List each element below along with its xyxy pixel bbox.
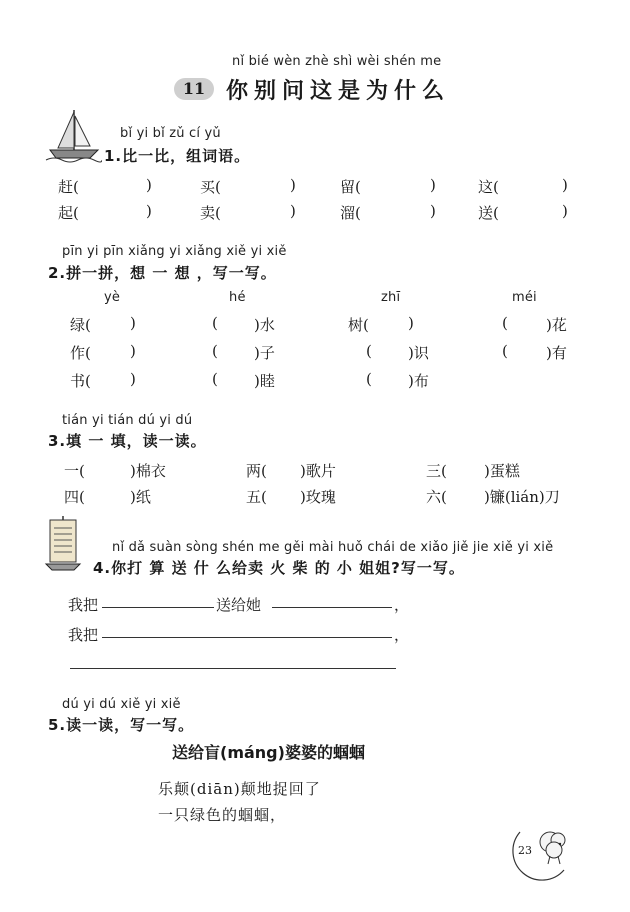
title-pinyin: nǐ bié wèn zhè shì wèi shén me bbox=[232, 54, 442, 69]
section5-title: 5.读一读，写一写。 bbox=[48, 716, 195, 734]
word-cell: )花 bbox=[546, 316, 567, 334]
answer-prefix: 我把 bbox=[68, 596, 99, 614]
word-cell: )玫瑰 bbox=[300, 488, 336, 506]
word-cell: ) bbox=[430, 202, 436, 220]
section4-title: 4.你打 算 送 什 么给卖 火 柴 的 小 姐姐?写一写。 bbox=[93, 559, 465, 577]
word-cell: 四( bbox=[64, 488, 85, 506]
word-cell: ( bbox=[212, 370, 218, 388]
section4-pinyin: nǐ dǎ suàn sòng shén me gěi mài huǒ chái de xiǎo jiě jie xiě yi xiě bbox=[112, 540, 554, 555]
section1-pinyin: bǐ yi bǐ zǔ cí yǔ bbox=[120, 126, 221, 141]
pinyin-header: hé bbox=[229, 290, 246, 305]
page-number: 23 bbox=[518, 844, 532, 857]
word-cell: )布 bbox=[408, 372, 429, 390]
word-cell: 这( bbox=[478, 178, 499, 196]
section5-pinyin: dú yi dú xiě yi xiě bbox=[62, 697, 181, 712]
word-cell: 买( bbox=[200, 178, 221, 196]
word-cell: ) bbox=[130, 314, 136, 332]
answer-blank[interactable] bbox=[272, 607, 392, 608]
word-cell: 书( bbox=[70, 372, 91, 390]
word-cell: )歌片 bbox=[300, 462, 336, 480]
word-cell: 五( bbox=[246, 488, 267, 506]
word-cell: 送( bbox=[478, 204, 499, 222]
word-cell: 卖( bbox=[200, 204, 221, 222]
word-cell: )蛋糕 bbox=[484, 462, 520, 480]
word-cell: )镰(lián)刀 bbox=[484, 488, 560, 506]
word-cell: ) bbox=[290, 202, 296, 220]
word-cell: ( bbox=[502, 342, 508, 360]
section2-title: 2.拼一拼，想 一 想 ，写一写。 bbox=[48, 264, 277, 282]
word-cell: ( bbox=[502, 314, 508, 332]
lesson-number-badge: 11 bbox=[174, 78, 214, 100]
word-cell: 留( bbox=[340, 178, 361, 196]
word-cell: ( bbox=[366, 370, 372, 388]
answer-prefix: 我把 bbox=[68, 626, 99, 644]
word-cell: )棉衣 bbox=[130, 462, 166, 480]
word-cell: 六( bbox=[426, 488, 447, 506]
page-title: 你别问这是为什么 bbox=[226, 78, 451, 104]
pinyin-header: yè bbox=[104, 290, 121, 305]
word-cell: ) bbox=[562, 176, 568, 194]
word-cell: 两( bbox=[246, 462, 267, 480]
word-cell: ) bbox=[146, 202, 152, 220]
scroll-sail-icon bbox=[44, 516, 84, 572]
crescent-moon-sheep-icon bbox=[506, 822, 578, 884]
answer-blank[interactable] bbox=[102, 607, 214, 608]
word-cell: 树( bbox=[348, 316, 369, 334]
poem-line: 乐颠(diān)颠地捉回了 bbox=[158, 780, 321, 798]
answer-middle: 送给她 bbox=[216, 596, 262, 614]
answer-comma: ， bbox=[394, 596, 410, 614]
word-cell: )有 bbox=[546, 344, 567, 362]
word-cell: ) bbox=[130, 370, 136, 388]
answer-blank[interactable] bbox=[102, 637, 392, 638]
word-cell: ) bbox=[290, 176, 296, 194]
word-cell: )水 bbox=[254, 316, 275, 334]
word-cell: 溜( bbox=[340, 204, 361, 222]
sailboat-icon bbox=[44, 108, 102, 164]
word-cell: 绿( bbox=[70, 316, 91, 334]
word-cell: ( bbox=[212, 314, 218, 332]
poem-line: 一只绿色的蝈蝈， bbox=[158, 806, 287, 824]
word-cell: ) bbox=[562, 202, 568, 220]
section2-pinyin: pīn yi pīn xiǎng yi xiǎng xiě yi xiě bbox=[62, 244, 287, 259]
pinyin-header: méi bbox=[512, 290, 537, 305]
section3-pinyin: tián yi tián dú yi dú bbox=[62, 413, 193, 428]
word-cell: 作( bbox=[70, 344, 91, 362]
answer-blank[interactable] bbox=[70, 668, 396, 669]
story-title: 送给盲(máng)婆婆的蝈蝈 bbox=[172, 743, 365, 762]
word-cell: )子 bbox=[254, 344, 275, 362]
word-cell: ( bbox=[366, 342, 372, 360]
word-cell: )纸 bbox=[130, 488, 151, 506]
word-cell: ) bbox=[408, 314, 414, 332]
word-cell: )识 bbox=[408, 344, 429, 362]
word-cell: )睦 bbox=[254, 372, 275, 390]
word-cell: ) bbox=[130, 342, 136, 360]
word-cell: 起( bbox=[58, 204, 79, 222]
pinyin-header: zhī bbox=[381, 290, 401, 305]
word-cell: 三( bbox=[426, 462, 447, 480]
word-cell: ) bbox=[430, 176, 436, 194]
word-cell: 赶( bbox=[58, 178, 79, 196]
word-cell: 一( bbox=[64, 462, 85, 480]
word-cell: ) bbox=[146, 176, 152, 194]
section3-title: 3.填 一 填，读一读。 bbox=[48, 432, 207, 450]
word-cell: ( bbox=[212, 342, 218, 360]
answer-comma: ， bbox=[394, 626, 410, 644]
section1-title: 1.比一比，组词语。 bbox=[104, 147, 251, 165]
